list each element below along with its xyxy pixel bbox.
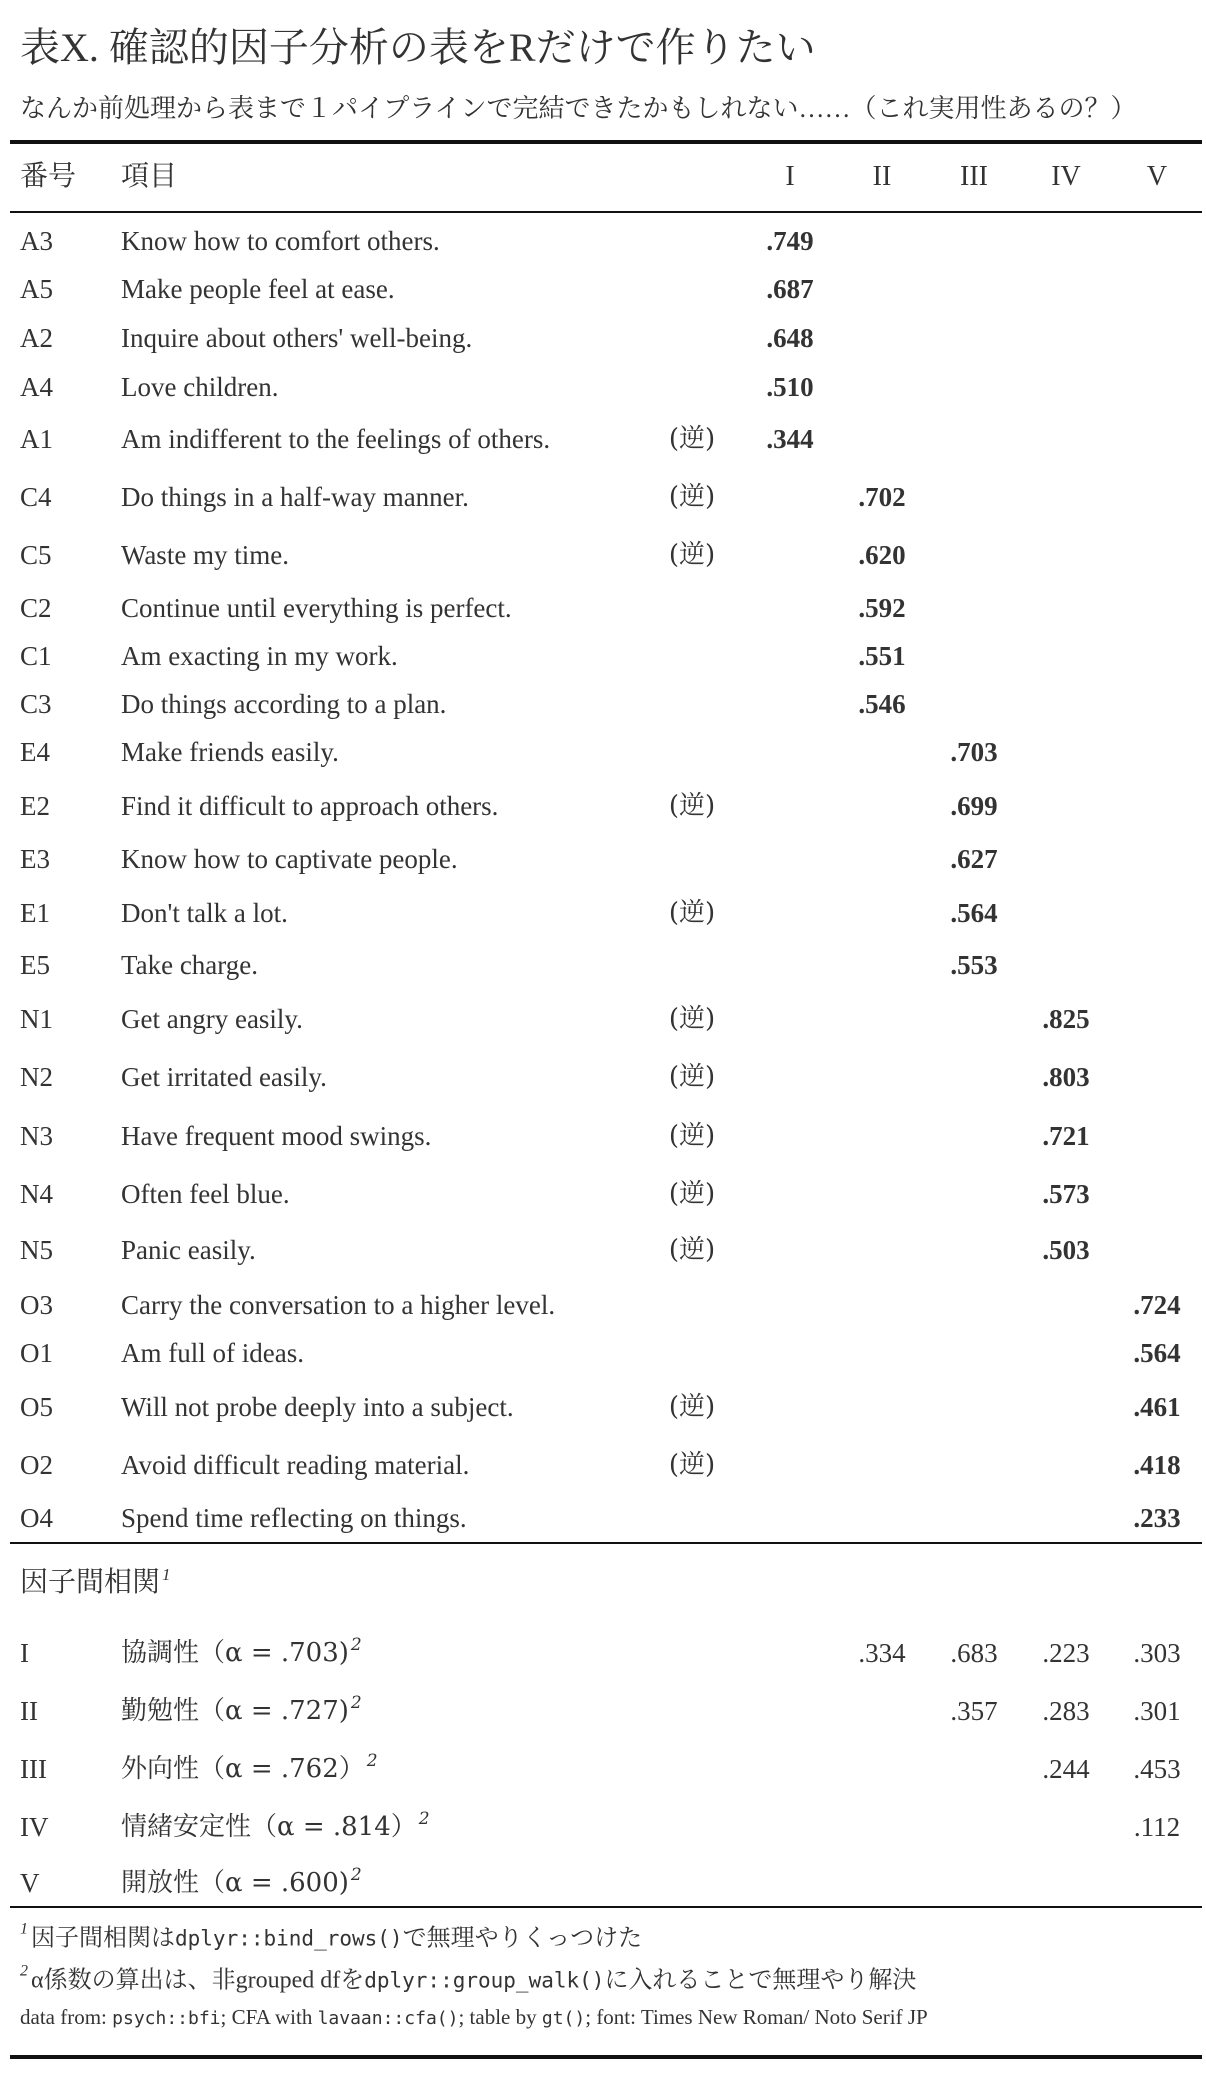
reverse-marker: (逆) bbox=[668, 1179, 716, 1209]
item-code: E4 bbox=[20, 737, 50, 767]
correlation-value: .112 bbox=[1133, 1812, 1181, 1842]
column-header-factor-5: V bbox=[1146, 161, 1168, 192]
footnote bbox=[20, 1920, 643, 1958]
factor-loading: .620 bbox=[858, 540, 906, 570]
factor-loading: .553 bbox=[950, 950, 998, 980]
factor-code: V bbox=[20, 1868, 40, 1898]
reverse-marker: (逆) bbox=[668, 482, 716, 512]
reverse-marker: (逆) bbox=[668, 1450, 716, 1480]
item-text: Know how to comfort others. bbox=[121, 226, 440, 256]
factor-code: IV bbox=[20, 1812, 49, 1842]
item-code: N1 bbox=[20, 1004, 53, 1034]
top-rule bbox=[10, 140, 1202, 144]
factor-label-text: 情緒安定性（α = .814） bbox=[121, 1812, 417, 1842]
item-code: O3 bbox=[20, 1290, 53, 1320]
factor-label bbox=[121, 1866, 362, 1900]
footnote-text: に入れることで無理やり解決 bbox=[604, 1967, 917, 1994]
column-header-item: 項目 bbox=[121, 161, 178, 192]
item-code: A5 bbox=[20, 274, 53, 304]
item-code: A2 bbox=[20, 323, 53, 353]
item-text: Have frequent mood swings. bbox=[121, 1121, 432, 1151]
factor-loading: .564 bbox=[1133, 1338, 1181, 1368]
factor-loading: .825 bbox=[1042, 1004, 1090, 1034]
item-text: Take charge. bbox=[121, 950, 259, 980]
footnote bbox=[20, 1962, 917, 2000]
factor-loading: .724 bbox=[1133, 1290, 1181, 1320]
correlation-value: .453 bbox=[1133, 1754, 1181, 1784]
item-text: Make friends easily. bbox=[121, 737, 339, 767]
factor-loading: .546 bbox=[858, 689, 906, 719]
item-code: C3 bbox=[20, 689, 52, 719]
factor-label bbox=[121, 1694, 362, 1728]
source-code: lavaan::cfa() bbox=[317, 2008, 459, 2029]
item-code: C4 bbox=[20, 482, 52, 512]
reverse-marker: (逆) bbox=[668, 1392, 716, 1422]
item-code: A1 bbox=[20, 424, 53, 454]
factor-loading: .503 bbox=[1042, 1235, 1090, 1265]
correlation-value: .223 bbox=[1042, 1638, 1090, 1668]
factor-loading: .564 bbox=[950, 898, 998, 928]
factor-label bbox=[121, 1636, 362, 1670]
item-text: Inquire about others' well-being. bbox=[121, 323, 473, 353]
correlation-heading bbox=[20, 1566, 171, 1600]
reverse-marker: (逆) bbox=[668, 1235, 716, 1265]
factor-label bbox=[121, 1810, 430, 1844]
source-code: gt() bbox=[541, 2008, 586, 2029]
item-code: C1 bbox=[20, 641, 52, 671]
item-text: Get angry easily. bbox=[121, 1004, 303, 1034]
footnote-text: 因子間相関は bbox=[31, 1925, 175, 1952]
item-text: Continue until everything is perfect. bbox=[121, 593, 512, 623]
item-code: E3 bbox=[20, 844, 50, 874]
reverse-marker: (逆) bbox=[668, 1004, 716, 1034]
item-text: Love children. bbox=[121, 372, 279, 402]
source-text: ; table by bbox=[458, 2005, 542, 2029]
column-header-factor-3: III bbox=[960, 161, 988, 192]
item-code: N4 bbox=[20, 1179, 53, 1209]
footnote-rule bbox=[10, 1906, 1202, 1908]
footnote-marker: 2 bbox=[350, 1693, 362, 1713]
item-text: Panic easily. bbox=[121, 1235, 256, 1265]
item-text: Am exacting in my work. bbox=[121, 641, 398, 671]
item-text: Carry the conversation to a higher level. bbox=[121, 1290, 556, 1320]
footnote-mark: 2 bbox=[20, 1962, 28, 1980]
item-code: N5 bbox=[20, 1235, 53, 1265]
factor-loading: .648 bbox=[766, 323, 814, 353]
footnote-text: で無理やりくっつけた bbox=[402, 1925, 643, 1952]
factor-loading: .233 bbox=[1133, 1503, 1181, 1533]
correlation-value: .357 bbox=[950, 1696, 998, 1726]
reverse-marker: (逆) bbox=[668, 898, 716, 928]
reverse-marker: (逆) bbox=[668, 424, 716, 454]
correlation-value: .334 bbox=[858, 1638, 906, 1668]
factor-loading: .510 bbox=[766, 372, 814, 402]
item-code: C2 bbox=[20, 593, 52, 623]
factor-loading: .699 bbox=[950, 791, 998, 821]
factor-loading: .749 bbox=[766, 226, 814, 256]
section-rule bbox=[10, 1542, 1202, 1544]
factor-code: I bbox=[20, 1638, 29, 1668]
factor-loading: .721 bbox=[1042, 1121, 1090, 1151]
table-subtitle: なんか前処理から表まで１パイプラインで完結できたかもしれない……（これ実用性あるの？） bbox=[20, 94, 1137, 123]
correlation-value: .283 bbox=[1042, 1696, 1090, 1726]
reverse-marker: (逆) bbox=[668, 1062, 716, 1092]
header-rule bbox=[10, 211, 1202, 213]
factor-loading: .344 bbox=[766, 424, 814, 454]
footnote-code: dplyr::bind_rows() bbox=[175, 1926, 403, 1951]
table-title: 表X. 確認的因子分析の表をRだけで作りたい bbox=[20, 25, 816, 70]
item-text: Am indifferent to the feelings of others. bbox=[121, 424, 551, 454]
item-text: Make people feel at ease. bbox=[121, 274, 395, 304]
source-text: ; font: Times New Roman/ Noto Serif JP bbox=[585, 2005, 928, 2029]
item-text: Will not probe deeply into a subject. bbox=[121, 1392, 514, 1422]
factor-loading: .702 bbox=[858, 482, 906, 512]
item-text: Know how to captivate people. bbox=[121, 844, 458, 874]
footnote-marker: 2 bbox=[366, 1751, 378, 1771]
footnote-marker: 2 bbox=[418, 1809, 430, 1829]
factor-label-text: 開放性（α = .600) bbox=[121, 1868, 349, 1898]
correlation-value: .683 bbox=[950, 1638, 998, 1668]
factor-loading: .418 bbox=[1133, 1450, 1181, 1480]
reverse-marker: (逆) bbox=[668, 791, 716, 821]
item-text: Find it difficult to approach others. bbox=[121, 791, 499, 821]
factor-loading: .551 bbox=[858, 641, 906, 671]
item-code: N3 bbox=[20, 1121, 53, 1151]
factor-label-text: 協調性（α = .703) bbox=[121, 1638, 349, 1668]
factor-code: II bbox=[20, 1696, 38, 1726]
factor-loading: .627 bbox=[950, 844, 998, 874]
item-text: Get irritated easily. bbox=[121, 1062, 327, 1092]
correlation-value: .303 bbox=[1133, 1638, 1181, 1668]
footnote-marker: 2 bbox=[350, 1635, 362, 1655]
correlation-value: .244 bbox=[1042, 1754, 1090, 1784]
factor-loading: .703 bbox=[950, 737, 998, 767]
reverse-marker: (逆) bbox=[668, 540, 716, 570]
source-note bbox=[20, 2003, 928, 2033]
footnote-code: dplyr::group_walk() bbox=[364, 1968, 605, 1993]
item-text: Avoid difficult reading material. bbox=[121, 1450, 470, 1480]
source-text: ; CFA with bbox=[220, 2005, 318, 2029]
item-code: E1 bbox=[20, 898, 50, 928]
bottom-rule bbox=[10, 2055, 1202, 2059]
item-code: C5 bbox=[20, 540, 52, 570]
reverse-marker: (逆) bbox=[668, 1121, 716, 1151]
item-code: N2 bbox=[20, 1062, 53, 1092]
item-code: O1 bbox=[20, 1338, 53, 1368]
item-text: Often feel blue. bbox=[121, 1179, 290, 1209]
item-code: O4 bbox=[20, 1503, 53, 1533]
item-text: Do things in a half-way manner. bbox=[121, 482, 469, 512]
footnote-marker: 1 bbox=[162, 1565, 171, 1584]
item-code: A3 bbox=[20, 226, 53, 256]
item-text: Waste my time. bbox=[121, 540, 290, 570]
factor-label bbox=[121, 1752, 378, 1786]
item-code: E2 bbox=[20, 791, 50, 821]
correlation-value: .301 bbox=[1133, 1696, 1181, 1726]
item-code: E5 bbox=[20, 950, 50, 980]
item-text: Am full of ideas. bbox=[121, 1338, 304, 1368]
factor-loading: .687 bbox=[766, 274, 814, 304]
item-text: Spend time reflecting on things. bbox=[121, 1503, 467, 1533]
factor-loading: .803 bbox=[1042, 1062, 1090, 1092]
item-text: Don't talk a lot. bbox=[121, 898, 288, 928]
item-code: A4 bbox=[20, 372, 53, 402]
footnote-marker: 2 bbox=[350, 1865, 362, 1885]
source-text: data from: bbox=[20, 2005, 113, 2029]
footnote-mark: 1 bbox=[20, 1920, 28, 1938]
source-code: psych::bfi bbox=[112, 2008, 221, 2029]
column-header-factor-4: IV bbox=[1051, 161, 1081, 192]
item-code: O5 bbox=[20, 1392, 53, 1422]
factor-label-text: 外向性（α = .762） bbox=[121, 1754, 365, 1784]
factor-loading: .461 bbox=[1133, 1392, 1181, 1422]
correlation-heading-text: 因子間相関 bbox=[20, 1567, 161, 1598]
footnote-text: α係数の算出は、非grouped dfを bbox=[31, 1967, 365, 1994]
column-header-code: 番号 bbox=[20, 161, 77, 192]
item-code: O2 bbox=[20, 1450, 53, 1480]
factor-loading: .573 bbox=[1042, 1179, 1090, 1209]
column-header-factor-2: II bbox=[872, 161, 892, 192]
item-text: Do things according to a plan. bbox=[121, 689, 447, 719]
factor-code: III bbox=[20, 1754, 47, 1784]
factor-label-text: 勤勉性（α = .727) bbox=[121, 1696, 349, 1726]
column-header-factor-1: I bbox=[785, 161, 795, 192]
factor-loading: .592 bbox=[858, 593, 906, 623]
